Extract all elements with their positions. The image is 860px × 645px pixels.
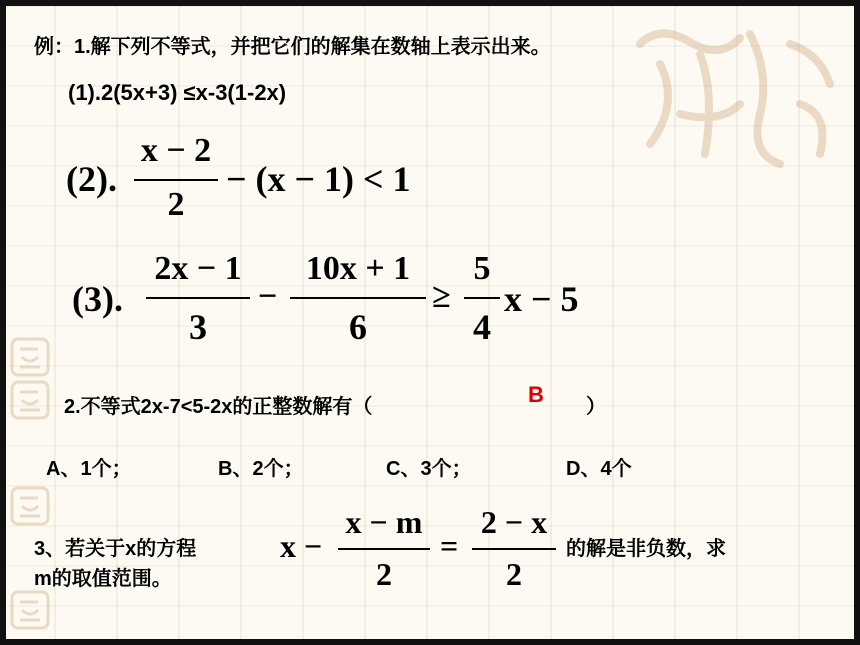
problem-3-frac2-denominator: 6 <box>349 307 367 347</box>
problem-2-label: (2). <box>66 159 117 199</box>
frame-border-bottom <box>0 639 860 645</box>
problem-3-frac2-numerator: 10x + 1 <box>305 250 411 287</box>
option-c: C、3个； <box>386 458 472 480</box>
question-3-suffix: 的解是非负数，求 <box>566 538 726 560</box>
fraction-bar <box>290 297 426 299</box>
fraction-bar <box>338 548 430 550</box>
problem-2-numerator: x − 2 <box>140 132 212 169</box>
problem-3-minus: − <box>258 278 278 315</box>
question-3-frac2-numerator: 2 − x <box>480 504 548 540</box>
question-3-lhs: x − <box>280 528 323 564</box>
problem-3-frac3-numerator: 5 <box>473 250 491 287</box>
fraction-bar <box>146 297 250 299</box>
fraction-bar <box>464 297 500 299</box>
question-3-frac1-numerator: x − m <box>345 504 423 540</box>
seal-stamp <box>8 378 52 422</box>
frame-border-top <box>0 0 860 6</box>
seal-stamp <box>8 588 52 632</box>
problem-2-denominator: 2 <box>167 186 185 223</box>
problem-3-frac1-numerator: 2x − 1 <box>154 250 242 287</box>
problem-3-frac1-denominator: 3 <box>189 307 207 347</box>
fraction-bar <box>472 548 556 550</box>
calligraphy-watermark <box>620 14 852 184</box>
fraction-bar <box>134 179 218 181</box>
option-b: B、2个； <box>218 458 304 480</box>
question-3-line2: m的取值范围。 <box>34 568 172 590</box>
question-2-text: 2.不等式2x-7<5-2x的正整数解有（ <box>64 396 373 418</box>
seal-stamp <box>8 335 52 379</box>
seal-stamp <box>8 484 52 528</box>
problem-3-frac3-denominator: 4 <box>473 307 491 347</box>
option-a: A、1个； <box>46 458 132 480</box>
frame-border-right <box>854 0 860 645</box>
problem-1: (1).2(5x+3) ≤x-3(1-2x) <box>68 80 287 105</box>
frame-border-left <box>0 0 6 645</box>
problem-2-rest: − (x − 1) < 1 <box>226 159 411 199</box>
question-3-frac2-denominator: 2 <box>506 556 522 592</box>
problem-3-label: (3). <box>72 279 123 319</box>
problem-3-geq: ≥ <box>432 278 451 315</box>
question-3-prefix: 3、若关于x的方程 <box>34 538 197 560</box>
option-d: D、4个 <box>566 458 632 480</box>
question-3-frac1-denominator: 2 <box>376 556 392 592</box>
problem-3-tail: x − 5 <box>504 279 579 319</box>
example-title: 例：1.解下列不等式，并把它们的解集在数轴上表示出来。 <box>34 36 551 58</box>
question-2-close: ） <box>586 396 606 418</box>
question-3-eq: = <box>440 528 459 564</box>
question-2-answer: B <box>528 382 544 407</box>
